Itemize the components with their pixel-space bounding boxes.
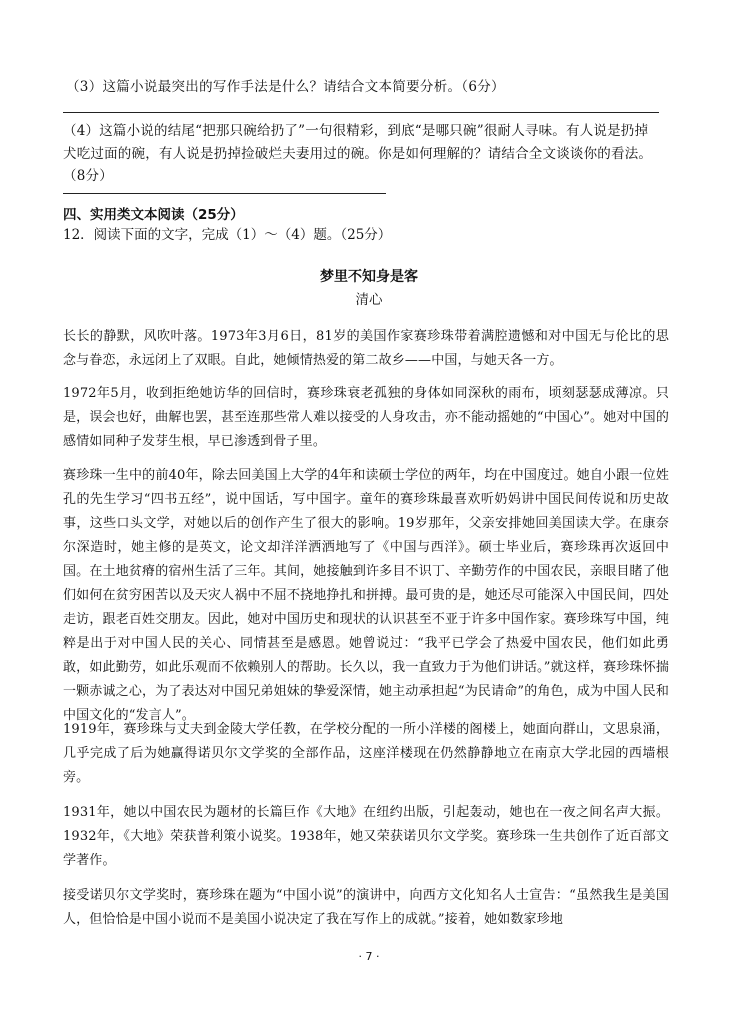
paragraph-4: 1919年，赛珍珠与丈夫到金陵大学任教，在学校分配的一所小洋楼的阁楼上，她面向群山，文思泉涌，几乎完成了后为她赢得诺贝尔文学奖的全部作品，这座洋楼现在仍然静静地立在南京大学北园的西墙根旁。 (63, 722, 669, 785)
paragraph-3: 赛珍珠一生中的前40年，除去回美国上大学的4年和读硕士学位的两年，均在中国度过。她自小跟一位姓孔的先生学习“四书五经”，说中国话，写中国字。童年的赛珍珠最喜欢听奶妈讲中国民间传说和历史故事，这些口头文学，对她以后的创作产生了很大的影响。19岁那年，父亲安排她回美国读大学。在康奈尔深造时，她主修的是英文，论文却洋洋洒洒地写了《中国与西洋》。硕士毕业后，赛珍珠再次返回中国。在土地贫瘠的宿州生活了三年。其间，她接触到许多目不识丁、辛勤劳作的中国农民，亲眼目睹了他们如何在贫穷困苦以及天灾人祸中不屈不挠地挣扎和拼搏。最可贵的是，她还尽可能深入中国民间，四处走访，跟老百姓交朋友。因此，她对中国历史和现状的认识甚至不亚于许多中国作家。赛珍珠写中国，纯粹是出于对中国人民的关心、同情甚至是感恩。她曾说过：“我平已学会了热爱中国农民，他们如此勇敢，如此勤劳，如此乐观而不依赖别人的帮助。长久以，我一直致力于为他们讲话。”就这样，赛珍珠怀揣一颗赤诚之心，为了表达对中国兄弟姐妹的挚爱深情，她主动承担起“为民请命”的角色，成为中国人民和中国文化的“发言人”。 (63, 468, 669, 723)
section-heading: 四、实用类文本阅读（25分） (63, 207, 244, 223)
page-number: · 7 · (358, 950, 380, 963)
answer-line-short (63, 193, 386, 194)
paragraph-2: 1972年5月，收到拒绝她访华的回信时，赛珍珠衰老孤独的身体如同深秋的雨布，顷刻瑟瑟成薄凉。只是，误会也好，曲解也罢，甚至连那些常人难以接受的人身攻击，亦不能动摇她的“中国心”。她对中国的感情如同种子发芽生根，早已渗透到骨子里。 (63, 386, 669, 449)
question-3: （3）这篇小说最突出的写作手法是什么？请结合文本简要分析。（6分） (66, 79, 505, 95)
article-author: 清心 (355, 292, 383, 308)
article-title: 梦里不知身是客 (320, 269, 418, 285)
paragraph-1: 长长的静默，风吹叶落。1973年3月6日，81岁的美国作家赛珍珠带着满腔遗憾和对中国无与伦比的思念与眷恋，永远闭上了双眼。自此，她倾情热爱的第二故乡——中国，与她天各一方。 (63, 329, 669, 368)
answer-line-full (63, 112, 659, 113)
question-12: 12．阅读下面的文字，完成（1）～（4）题。（25分） (63, 227, 392, 243)
paragraph-6: 接受诺贝尔文学奖时，赛珍珠在题为“中国小说”的演讲中，向西方文化知名人士宣告：“虽然我生是美国人，但恰恰是中国小说而不是美国小说决定了我在写作上的成就。”接着，她如数家珍地 (63, 888, 669, 927)
question-4: （4）这篇小说的结尾“把那只碗给扔了”一句很精彩，到底“是哪只碗”很耐人寻味。有人说是扔掉犬吃过面的碗，有人说是扔掉捡破烂夫妻用过的碗。你是如何理解的？请结合全文谈谈你的看法。（8分） (63, 123, 653, 184)
paragraph-5: 1931年，她以中国农民为题材的长篇巨作《大地》在纽约出版，引起轰动，她也在一夜之间名声大振。1932年，《大地》荣获普利策小说奖。1938年，她又荣获诺贝尔文学奖。赛珍珠一生共创作了近百部文学著作。 (63, 805, 669, 868)
